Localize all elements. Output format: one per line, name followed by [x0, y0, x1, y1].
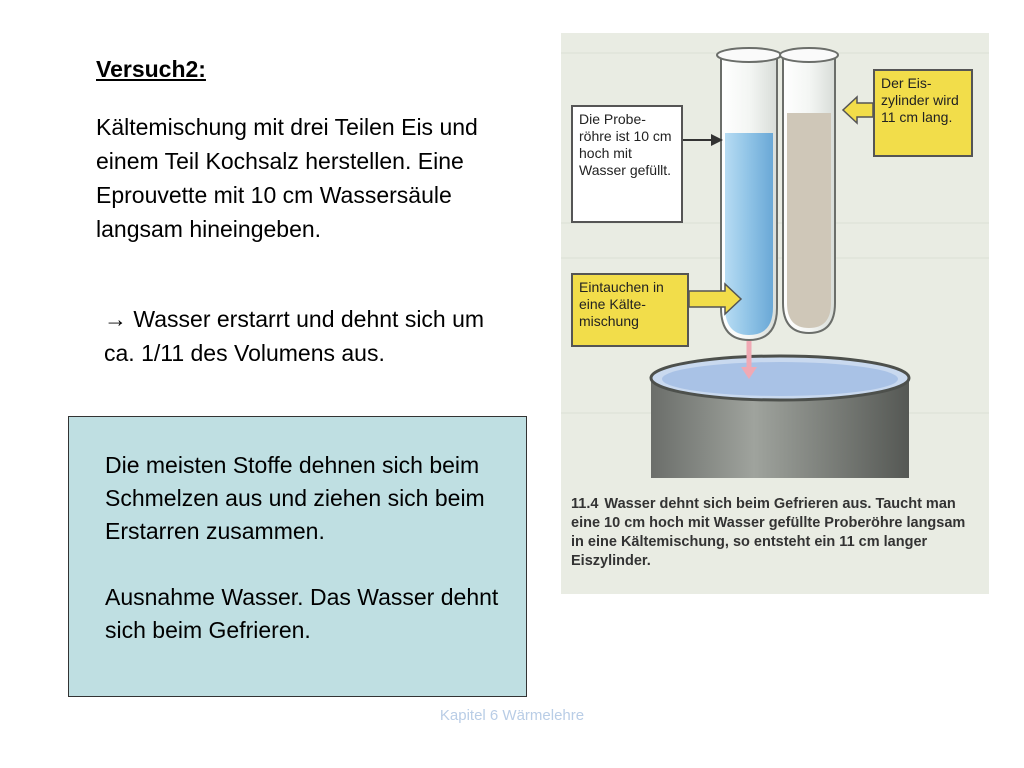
summary-line-exception: Ausnahme Wasser. Das Wasser dehnt sich beim Gefrieren. — [105, 584, 499, 643]
chapter-footer: Kapitel 6 Wärmelehre — [439, 707, 585, 724]
summary-line-general: Die meisten Stoffe dehnen sich beim Schmelzen aus und ziehen sich beim Erstarren zusammen. — [105, 452, 485, 544]
arrow-eis-icon — [843, 97, 873, 123]
figure-caption-text: Wasser dehnt sich beim Gefrieren aus. Taucht man eine 10 cm hoch mit Wasser gefüllte Proberöhre langsam in eine Kältemischung, so entsteht ein 11 cm langer Eiszylinder. — [571, 496, 966, 569]
experiment-result: → Wasser erstarrt und dehnt sich um ca. 1/11 des Volumens aus. — [104, 306, 485, 366]
figure-caption — [571, 495, 981, 571]
callout-cooling-mixture: Eintauchen in eine Kälte-mischung — [571, 273, 689, 347]
experiment-heading: Versuch2: — [96, 56, 206, 82]
callout-test-tube-filled: Die Probe-röhre ist 10 cm hoch mit Wasser gefüllt. — [571, 105, 683, 223]
summary-text — [105, 449, 525, 647]
figure-caption-number: 11.4 — [571, 496, 599, 512]
summary-box — [68, 416, 527, 697]
experiment-description: Kältemischung mit drei Teilen Eis und einem Teil Kochsalz herstellen. Eine Eprouvette mit 10 cm Wassersäule langsam hineingeben. — [96, 114, 478, 242]
experiment-figure — [561, 33, 989, 594]
callout-ice-cylinder: Der Eis-zylinder wird 11 cm lang. — [873, 69, 973, 157]
